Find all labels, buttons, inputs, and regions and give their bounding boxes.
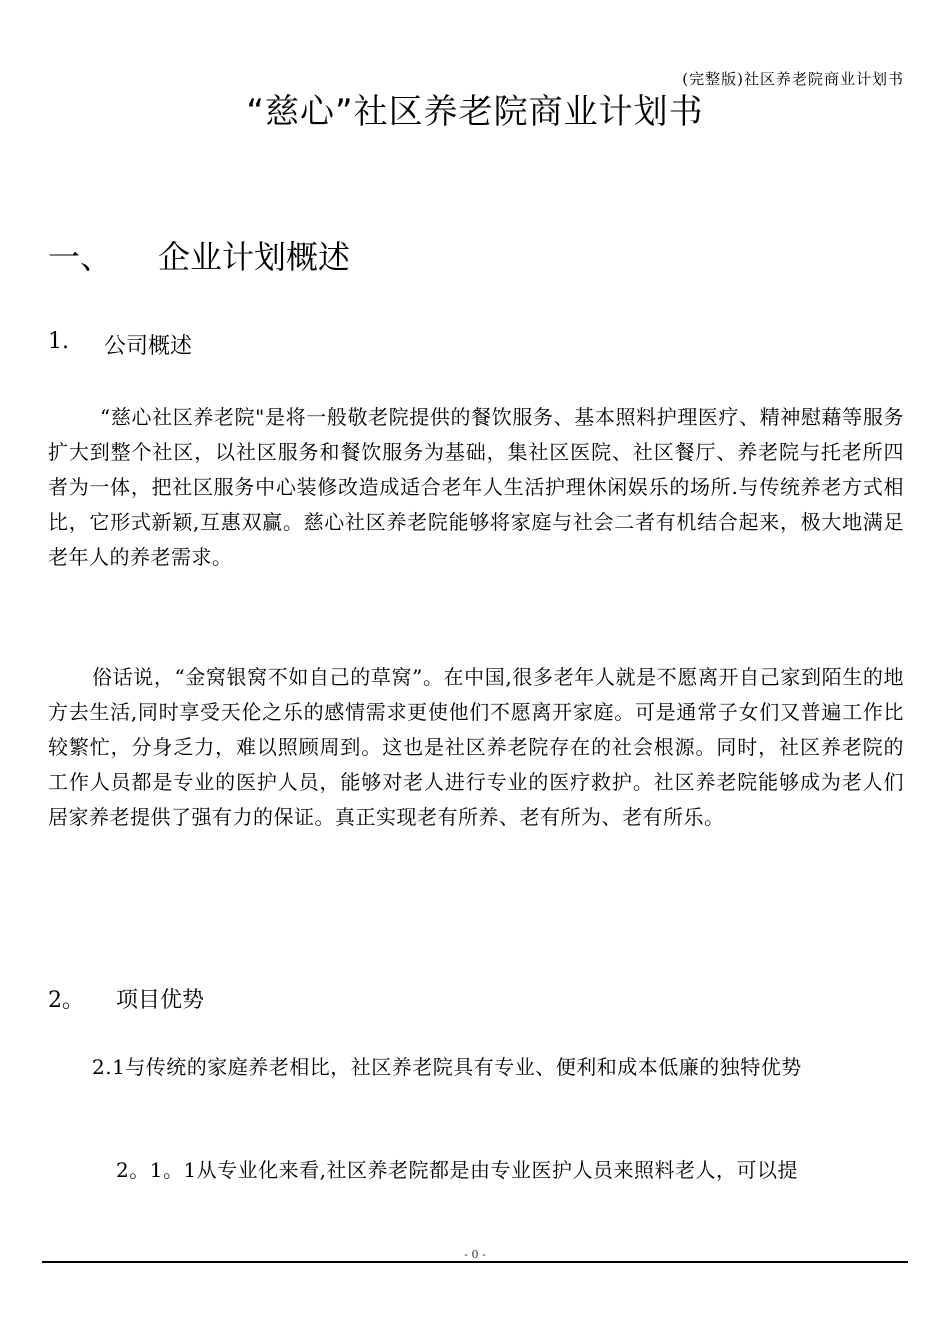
section-number: 一、: [48, 238, 113, 276]
paragraph-intro: “慈心社区养老院"是将一般敬老院提供的餐饮服务、基本照料护理医疗、精神慰藉等服务扩大到整个社区，以社区服务和餐饮服务为基础，集社区医院、社区餐厅、养老院与托老所四者为一体，把社区服务中心装修改造成适合老年人生活护理休闲娱乐的场所.与传统养老方式相比，它形式新颖,互惠双赢。慈心社区养老院能够将家庭与社会二者有机结合起来，极大地满足老年人的养老需求。: [48, 405, 904, 569]
section-title: 企业计划概述: [158, 238, 351, 276]
subsection-title: 公司概述: [104, 334, 193, 359]
subsection-heading-company-overview: [48, 329, 192, 360]
paragraph-advantage-2-1: 2.1与传统的家庭养老相比，社区养老院具有专业、便利和成本低廉的独特优势: [92, 1055, 802, 1079]
subsection-number: 2。: [48, 988, 84, 1013]
page-number: - 0 -: [464, 1248, 486, 1261]
section-heading: [48, 232, 350, 278]
footer-divider: [42, 1261, 908, 1263]
document-title: “慈心”社区养老院商业计划书: [246, 92, 704, 132]
subsection-heading-project-advantages: [48, 983, 204, 1014]
header-note: (完整版)社区养老院商业计划书: [682, 70, 904, 88]
paragraph-advantage-2-1-1: 2。1。1从专业化来看,社区养老院都是由专业医护人员来照料老人，可以提: [116, 1158, 799, 1182]
subsection-title: 项目优势: [116, 988, 205, 1013]
subsection-number: 1.: [48, 329, 69, 354]
paragraph-background: 俗话说，“金窝银窝不如自己的草窝”。在中国,很多老年人就是不愿离开自己家到陌生的地方去生活,同时享受天伦之乐的感情需求更使他们不愿离开家庭。可是通常子女们又普遍工作比较繁忙，分身乏力，难以照顾周到。这也是社区养老院存在的社会根源。同时，社区养老院的工作人员都是专业的医护人员，能够对老人进行专业的医疗救护。社区养老院能够成为老人们居家养老提供了强有力的保证。真正实现老有所养、老有所为、老有所乐。: [48, 665, 904, 829]
